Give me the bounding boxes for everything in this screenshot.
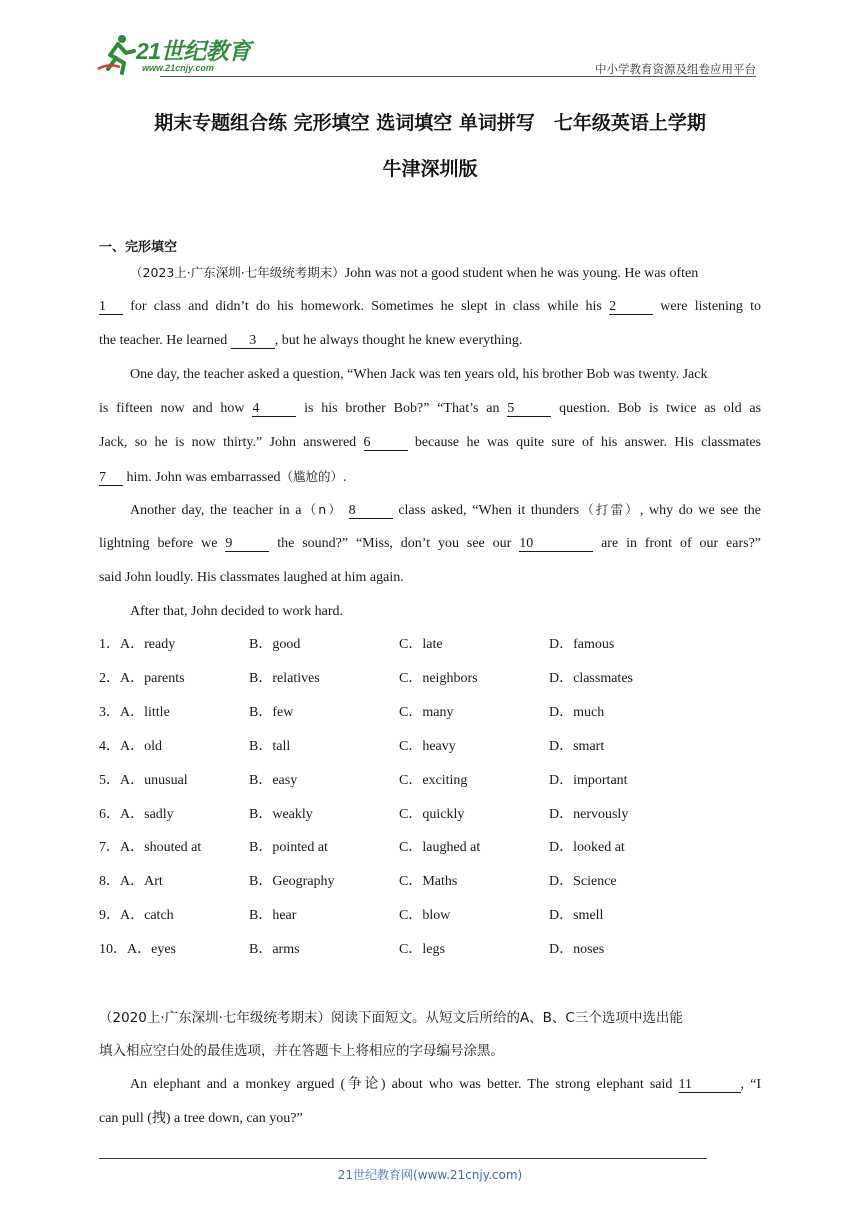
gloss-text: （打雷）: [579, 502, 640, 517]
passage-text: because he was quite sure of his answer. His classmates: [414, 435, 762, 450]
option-b[interactable]: B．easy: [249, 773, 298, 788]
passage-text: lightning before we: [99, 536, 218, 551]
question-row: [99, 806, 761, 824]
blank-6[interactable]: 6: [364, 435, 408, 451]
question-row: [99, 941, 761, 959]
passage-text: him. John was embarrassed: [126, 470, 281, 485]
section2-intro: 填入相应空白处的最佳选项，并在答题卡上将相应的字母编号涂黑。: [99, 1043, 504, 1059]
passage-text: Jack, so he is now thirty.” John answered: [99, 435, 357, 450]
passage-line: [99, 298, 761, 316]
logo-url: www.21cnjy.com: [142, 63, 214, 73]
option-b[interactable]: B．weakly: [249, 807, 313, 822]
passage-text: class asked, “When it thunders: [398, 503, 580, 518]
passage-text: said John loudly. His classmates laughed at him again.: [99, 570, 404, 585]
question-row: [99, 738, 761, 756]
blank-5[interactable]: 5: [507, 401, 551, 417]
question-row: [99, 636, 761, 654]
option-a[interactable]: 6．A．sadly: [99, 807, 174, 822]
passage-text: .: [342, 470, 347, 485]
passage-text: One day, the teacher asked a question, “When Jack was ten years old, his brother Bob was twenty. Jack: [130, 367, 708, 382]
question-row: [99, 839, 761, 857]
option-a[interactable]: 8．A．Art: [99, 874, 163, 889]
question-row: [99, 704, 761, 722]
option-a[interactable]: 7．A．shouted at: [99, 840, 202, 855]
passage-text: question. Bob is twice as old as: [559, 401, 762, 416]
page-title: 期末专题组合练 完形填空 选词填空 单词拼写 七年级英语上学期: [154, 112, 706, 134]
header-divider: [160, 76, 756, 77]
passage-line: [99, 434, 761, 452]
option-a[interactable]: 9．A．catch: [99, 908, 174, 923]
passage-line: [99, 569, 761, 587]
blank-7[interactable]: 7: [99, 470, 123, 486]
section2-intro: （2020上·广东深圳·七年级统考期末）阅读下面短文。从短文后所给的A、B、C三个选项中选出能: [99, 1010, 683, 1026]
passage-text: the sound?” “Miss, don’t you see our: [277, 536, 512, 551]
option-b[interactable]: B．few: [249, 705, 294, 720]
passage-text: John was not a good student when he was young. He was often: [344, 266, 699, 281]
option-d[interactable]: D．looked at: [549, 840, 625, 855]
page-footer: 21世纪教育网(www.21cnjy.com): [337, 1168, 523, 1182]
option-d[interactable]: D．smell: [549, 908, 604, 923]
site-logo: [96, 33, 266, 79]
gloss-text: （n）: [301, 502, 344, 517]
option-c[interactable]: C．quickly: [399, 807, 465, 822]
option-a[interactable]: 1．A．ready: [99, 637, 176, 652]
passage-line: [99, 264, 761, 283]
passage-line: [99, 366, 761, 384]
platform-label: 中小学教育资源及组卷应用平台: [595, 62, 756, 76]
passage-line: [99, 1076, 761, 1094]
section-heading: 一、完形填空: [99, 240, 178, 255]
passage-text: were listening to: [660, 299, 762, 314]
source-citation: （2023上·广东深圳·七年级统考期末）: [130, 265, 345, 280]
question-row: [99, 873, 761, 891]
option-b[interactable]: B．pointed at: [249, 840, 328, 855]
option-a[interactable]: 5．A．unusual: [99, 773, 188, 788]
passage-line: [99, 501, 761, 520]
passage-line: [99, 1110, 761, 1128]
option-c[interactable]: C．Maths: [399, 874, 458, 889]
passage-text: , why do we see the: [639, 503, 762, 518]
passage-text: An elephant and a monkey argued (争论) about who was better. The strong elephant said: [130, 1077, 673, 1092]
option-b[interactable]: B．good: [249, 637, 301, 652]
option-b[interactable]: B．tall: [249, 739, 291, 754]
passage-text: is his brother Bob?” “That’s an: [304, 401, 500, 416]
passage-line: [99, 332, 761, 350]
runner-logo-icon: [96, 33, 140, 77]
option-d[interactable]: D．famous: [549, 637, 615, 652]
passage-text: is fifteen now and how: [99, 401, 245, 416]
option-d[interactable]: D．noses: [549, 942, 605, 957]
option-c[interactable]: C．laughed at: [399, 840, 481, 855]
page-subtitle: 牛津深圳版: [382, 158, 478, 180]
passage-text: , “I: [740, 1077, 762, 1092]
passage-text: for class and didn’t do his homework. Sometimes he slept in class while his: [130, 299, 602, 314]
option-d[interactable]: D．smart: [549, 739, 605, 754]
passage-line: [99, 400, 761, 418]
blank-11[interactable]: 11: [679, 1077, 741, 1093]
option-c[interactable]: C．legs: [399, 942, 445, 957]
logo-text: 21世纪教育: [136, 38, 251, 64]
passage-line: [99, 535, 761, 553]
option-c[interactable]: C．late: [399, 637, 443, 652]
question-row: [99, 907, 761, 925]
option-d[interactable]: D．important: [549, 773, 628, 788]
option-a[interactable]: 3．A．little: [99, 705, 170, 720]
passage-text: , but he always thought he knew everything.: [274, 333, 523, 348]
option-c[interactable]: C．blow: [399, 908, 451, 923]
blank-4[interactable]: 4: [252, 401, 296, 417]
blank-8[interactable]: 8: [349, 503, 393, 519]
option-b[interactable]: B．hear: [249, 908, 297, 923]
passage-text: are in front of our ears?”: [601, 536, 762, 551]
option-b[interactable]: B．Geography: [249, 874, 335, 889]
footer-divider: [99, 1158, 707, 1159]
page-header: [0, 0, 860, 90]
passage-text: can pull (拽) a tree down, can you?”: [99, 1111, 303, 1126]
question-row: [99, 772, 761, 790]
option-c[interactable]: C．heavy: [399, 739, 456, 754]
blank-10[interactable]: 10: [519, 536, 593, 552]
gloss-text: （尴尬的）: [280, 469, 343, 484]
passage-text: the teacher. He learned: [99, 333, 228, 348]
passage-text: After that, John decided to work hard.: [130, 604, 344, 619]
passage-line: [99, 603, 761, 621]
blank-9[interactable]: 9: [225, 536, 269, 552]
option-d[interactable]: D．classmates: [549, 671, 633, 686]
option-c[interactable]: C．exciting: [399, 773, 468, 788]
option-c[interactable]: C．neighbors: [399, 671, 478, 686]
option-a[interactable]: 2．A．parents: [99, 671, 185, 686]
blank-3[interactable]: 3: [231, 333, 275, 349]
option-b[interactable]: B．arms: [249, 942, 300, 957]
option-d[interactable]: D．nervously: [549, 807, 629, 822]
option-a[interactable]: 4．A．old: [99, 739, 163, 754]
blank-1[interactable]: 1: [99, 299, 123, 315]
option-c[interactable]: C．many: [399, 705, 454, 720]
option-d[interactable]: D．much: [549, 705, 605, 720]
option-b[interactable]: B．relatives: [249, 671, 320, 686]
question-row: [99, 670, 761, 688]
option-a[interactable]: 10．A．eyes: [99, 942, 177, 957]
blank-2[interactable]: 2: [609, 299, 653, 315]
passage-text: Another day, the teacher in a: [130, 503, 302, 518]
option-d[interactable]: D．Science: [549, 874, 617, 889]
passage-line: [99, 468, 761, 487]
